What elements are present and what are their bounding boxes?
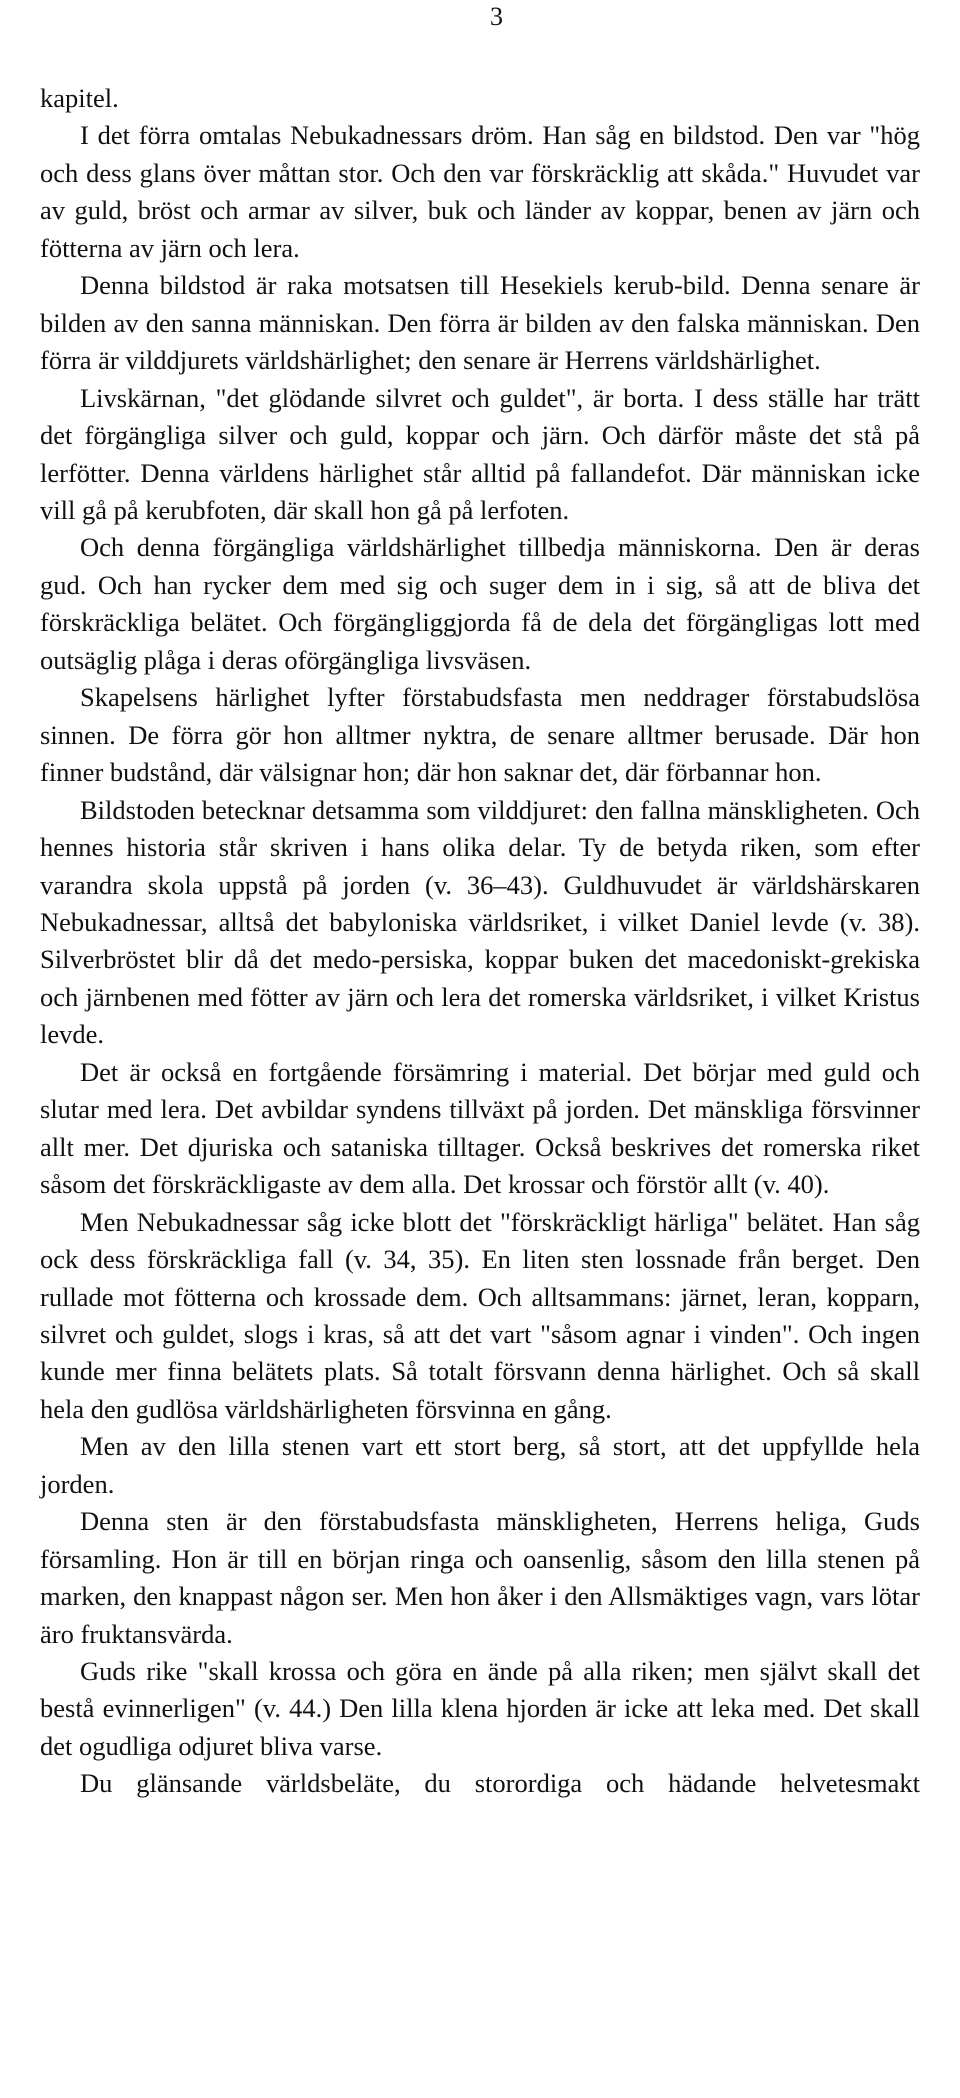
paragraph-guds-rike: Guds rike "skall krossa och göra en ände på alla riken; men självt skall det bestå evinnerligen" (v. 44.) Den lilla klena hjorden är icke att leka med. Det skall det ogudliga odjuret bliva varse. — [40, 1656, 920, 1761]
paragraph-mountain: Men av den lilla stenen vart ett stort berg, så stort, att det uppfyllde hela jorden. — [40, 1431, 920, 1499]
paragraph-chapter-end: kapitel. — [40, 83, 119, 113]
paragraph-continued: Du glänsande världsbeläte, du storordiga och hädande helvetesmakt — [80, 1768, 920, 1799]
paragraph-decline: Det är också en fortgående försämring i material. Det börjar med guld och slutar med lera. Det avbildar syndens tillväxt på jorden. Det mänskliga försvinner allt mer. Det djuriska och sataniska tilltager. Också beskrives det romerska riket såsom det förskräckligaste av dem alla. Det krossar och förstör allt (v. 40). — [40, 1056, 920, 1200]
paragraph-worship: Och denna förgängliga världshärlighet tillbedja människorna. Den är deras gud. Och han rycker dem med sig och suger dem in i sig, så att de bliva det förskräckliga belätet. Och förgängliggjorda få de dela det förgängligas lott med outsäglig plåga i deras oförgängliga livsväsen. — [40, 532, 920, 675]
paragraph-kerub-contrast: Denna bildstod är raka motsatsen till Hesekiels kerub-bild. Denna senare är bilden av den sanna människan. Den förra är bilden av den falska människan. Den förra är vilddjurets världshärlighet; den senare är Herrens världshärlighet. — [40, 270, 920, 376]
paragraph-livskarnan: Livskärnan, "det glödande silvret och guldet", är borta. I dess ställe har trätt det förgängliga silver och guld, koppar och järn. Och därför måste det stå på lerfötter. Denna världens härlighet står alltid på fallandefot. Där människan icke vill gå på kerubfoten, där skall hon gå på lerfoten. — [40, 382, 920, 525]
page-number: 3 — [490, 2, 503, 31]
document-body — [40, 80, 920, 1803]
paragraph-kingdoms: Bildstoden betecknar detsamma som vilddjuret: den fallna mänskligheten. Och hennes historia står skriven i hans olika delar. Ty de betyda riken, som efter varandra skola uppstå på jorden (v. 36–43). Guldhuvudet är världshärskaren Nebukadnessar, alltså det babyloniska världsriket, i vilket Daniel levde (v. 38). Silverbröstet blir då det medo-persiska, koppar buken det macedoniskt-grekiska och järnbenen med fötter av järn och lera det romerska världsriket, i vilket Kristus levde. — [40, 794, 920, 1050]
paragraph-skapelsens: Skapelsens härlighet lyfter förstabudsfasta men neddrager förstabudslösa sinnen. De förra gör hon alltmer nyktra, de senare alltmer berusade. Där hon finner budstånd, där välsignar hon; där hon saknar det, där förbannar hon. — [40, 682, 920, 788]
paragraph-stone: Denna sten är den förstabudsfasta mänskligheten, Herrens heliga, Guds församling. Hon är till en början ringa och oansenlig, såsom den lilla stenen på marken, den knappast någon ser. Men hon åker i den Allsmäktiges vagn, vars lötar äro fruktansvärda. — [40, 1506, 920, 1649]
paragraph-fall: Men Nebukadnessar såg icke blott det "förskräckligt härliga" belätet. Han såg ock dess förskräckliga fall (v. 34, 35). En liten sten lossnade från berget. Den rullade mot fötterna och krossade dem. Och alltsammans: järnet, leran, kopparn, silvret och guldet, slogs i kras, så att det vart "såsom agnar i vinden". Och ingen kunde mer finna belätets plats. Så totalt försvann denna härlighet. Och så skall hela den gudlösa världshärligheten försvinna en gång. — [40, 1206, 920, 1424]
paragraph-dream: I det förra omtalas Nebukadnessars dröm. Han såg en bildstod. Den var "hög och dess glans över måttan stor. Och den var förskräcklig att skåda." Huvudet var av guld, bröst och armar av silver, buk och länder av koppar, benen av järn och fötterna av järn och lera. — [40, 120, 920, 263]
